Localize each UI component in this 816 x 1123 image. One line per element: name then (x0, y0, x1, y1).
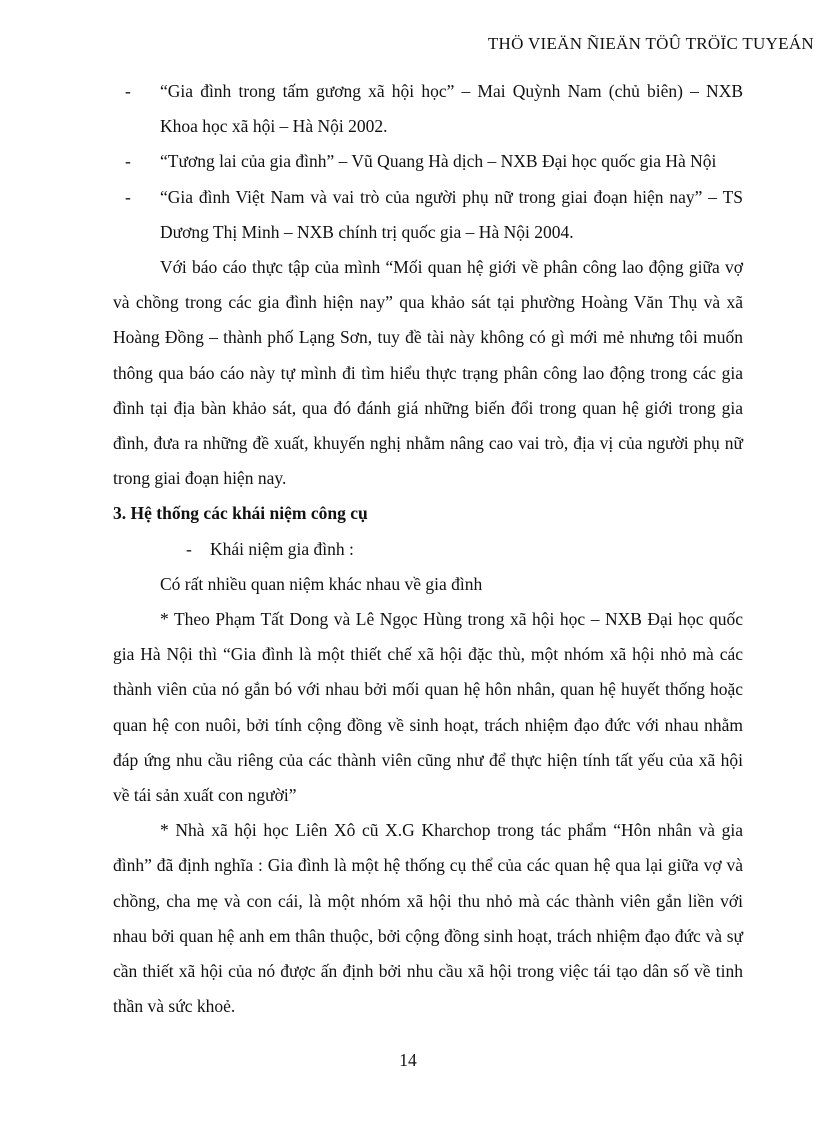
reference-item (113, 180, 743, 250)
reference-text: “Gia đình Việt Nam và vai trò của người phụ nữ trong giai đoạn hiện nay” – TS Dương Thị Minh – NXB chính trị quốc gia – Hà Nội 2004. (160, 186, 743, 242)
bullet-dash: - (125, 81, 131, 101)
sub-item-dash: - (186, 538, 192, 559)
sub-item-text: Khái niệm gia đình : (210, 538, 354, 559)
reference-item (113, 74, 743, 144)
sub-item (113, 532, 743, 567)
concept-intro: Có rất nhiều quan niệm khác nhau về gia đình (160, 573, 483, 594)
page-number: 14 (399, 1050, 417, 1070)
definition-paragraph-1: * Theo Phạm Tất Dong và Lê Ngọc Hùng trong xã hội học – NXB Đại học quốc gia Hà Nội thì “Gia đình là một thiết chế xã hội đặc thù, một nhóm xã hội nhỏ mà các thành viên của nó gắn bó với nhau bởi mối quan hệ hôn nhân, quan hệ huyết thống hoặc quan hệ con nuôi, bởi tính cộng đồng về sinh hoạt, trách nhiệm đạo đức với nhau nhằm đáp ứng nhu cầu riêng của các thành viên cũng như để thực hiện tính tất yếu của xã hội về tái sản xuất con người” (113, 609, 743, 806)
section-heading: 3. Hệ thống các khái niệm công cụ (113, 503, 368, 524)
document-body (113, 74, 743, 1024)
bullet-dash: - (125, 186, 131, 207)
page-header: THÖ VIEÄN ÑIEÄN TÖÛ TRÖÏC TUYEÁN (487, 34, 814, 53)
intro-paragraph: Với báo cáo thực tập của mình “Mối quan hệ giới về phân công lao động giữa vợ và chồng trong các gia đình hiện nay” qua khảo sát tại phường Hoàng Văn Thụ và xã Hoàng Đồng – thành phố Lạng Sơn, tuy đề tài này không có gì mới mẻ nhưng tôi muốn thông qua báo cáo này tự mình đi tìm hiểu thực trạng phân công lao động trong các gia đình tại địa bàn khảo sát, qua đó đánh giá những biến đổi trong quan hệ giới trong gia đình, đưa ra những đề xuất, khuyến nghị nhằm nâng cao vai trò, địa vị của người phụ nữ trong giai đoạn hiện nay. (113, 257, 743, 489)
reference-item (113, 144, 743, 179)
reference-text: “Tương lai của gia đình” – Vũ Quang Hà dịch – NXB Đại học quốc gia Hà Nội (160, 151, 717, 172)
bullet-dash: - (125, 151, 131, 172)
definition-paragraph-2: * Nhà xã hội học Liên Xô cũ X.G Kharchop trong tác phẩm “Hôn nhân và gia đình” đã định nghĩa : Gia đình là một hệ thống cụ thể của các quan hệ qua lại giữa vợ và chồng, cha mẹ và con cái, là một nhóm xã hội thu nhỏ mà các thành viên gắn liền với nhau bởi quan hệ anh em thân thuộc, bởi cộng đồng sinh hoạt, trách nhiệm đạo đức và sự cần thiết xã hội của nó được ấn định bởi nhu cầu xã hội trong việc tái tạo dân số về tinh thần và sức khoẻ. (113, 820, 743, 1017)
reference-text: “Gia đình trong tấm gương xã hội học” – Mai Quỳnh Nam (chủ biên) – NXB Khoa học xã hội – Hà Nội 2002. (160, 81, 743, 137)
